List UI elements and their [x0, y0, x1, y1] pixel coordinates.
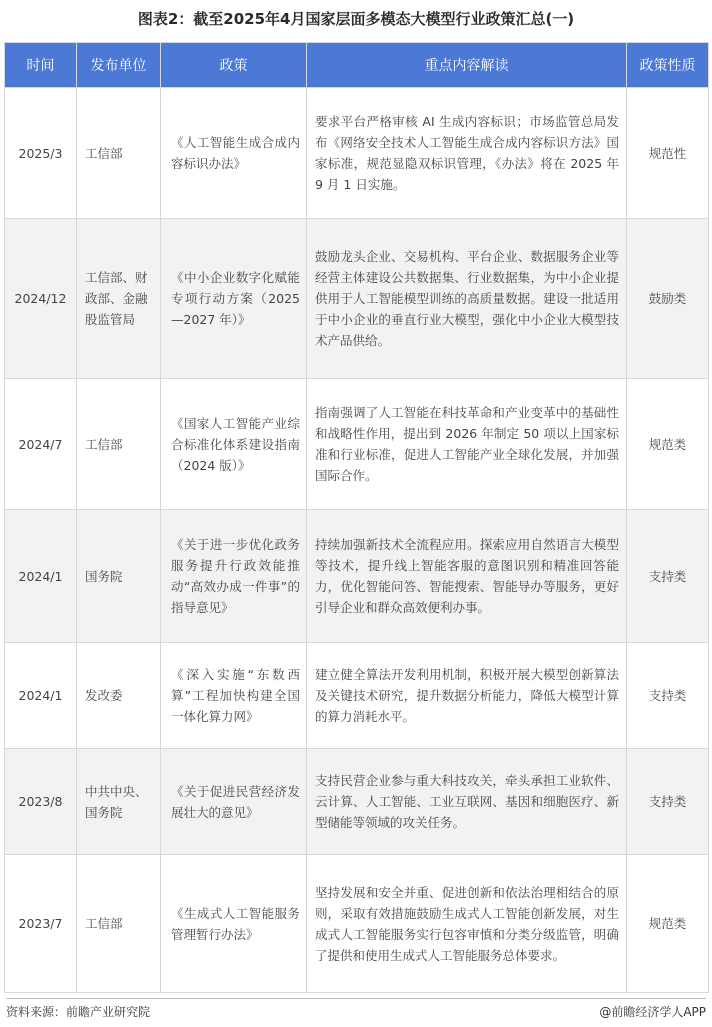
header-policy: 政策: [161, 43, 307, 88]
cell-issuer: 工信部: [77, 88, 161, 219]
cell-issuer: 发改委: [77, 643, 161, 749]
table-row: [5, 379, 709, 510]
brand-credit: @前瞻经济学人APP: [599, 1005, 706, 1019]
cell-time: 2023/8: [5, 749, 77, 855]
table-row: [5, 643, 709, 749]
table-row: [5, 219, 709, 379]
cell-issuer: 中共中央、国务院: [77, 749, 161, 855]
cell-issuer: 工信部: [77, 855, 161, 993]
cell-issuer: 工信部、财政部、金融股监管局: [77, 219, 161, 379]
cell-content: 坚持发展和安全并重、促进创新和依法治理相结合的原则，采取有效措施鼓励生成式人工智能创新发展，对生成式人工智能服务实行包容审慎和分类分级监管，明确了提供和使用生成式人工智能服务总体要求。: [307, 855, 627, 993]
cell-policy: 《国家人工智能产业综合标准化体系建设指南（2024 版）》: [161, 379, 307, 510]
table-row: [5, 855, 709, 993]
header-content: 重点内容解读: [307, 43, 627, 88]
header-nature: 政策性质: [627, 43, 709, 88]
cell-content: 建立健全算法开发利用机制，积极开展大模型创新算法及关键技术研究，提升数据分析能力，降低大模型计算的算力消耗水平。: [307, 643, 627, 749]
cell-content: 支持民营企业参与重大科技攻关，牵头承担工业软件、云计算、人工智能、工业互联网、基因和细胞医疗、新型储能等领域的攻关任务。: [307, 749, 627, 855]
table-row: [5, 749, 709, 855]
cell-policy: 《关于进一步优化政务服务提升行政效能推动“高效办成一件事”的指导意见》: [161, 510, 307, 643]
table-header-row: [5, 43, 709, 88]
source-note: 资料来源：前瞻产业研究院: [6, 1005, 151, 1019]
cell-content: 持续加强新技术全流程应用。探索应用自然语言大模型等技术，提升线上智能客服的意图识别和精准回答能力，优化智能问答、智能搜索、智能导办等服务，更好引导企业和群众高效便利办事。: [307, 510, 627, 643]
cell-time: 2024/7: [5, 379, 77, 510]
cell-policy: 《中小企业数字化赋能专项行动方案（2025—2027 年）》: [161, 219, 307, 379]
cell-time: 2024/12: [5, 219, 77, 379]
cell-nature: 鼓励类: [627, 219, 709, 379]
cell-time: 2023/7: [5, 855, 77, 993]
cell-policy: 《深入实施“东数西算”工程加快构建全国一体化算力网》: [161, 643, 307, 749]
cell-content: 鼓励龙头企业、交易机构、平台企业、数据服务企业等经营主体建设公共数据集、行业数据集，为中小企业提供用于人工智能模型训练的高质量数据。建设一批适用于中小企业的垂直行业大模型，强化中小企业大模型技术产品供给。: [307, 219, 627, 379]
cell-nature: 支持类: [627, 510, 709, 643]
cell-nature: 规范性: [627, 88, 709, 219]
cell-policy: 《关于促进民营经济发展壮大的意见》: [161, 749, 307, 855]
cell-time: 2024/1: [5, 510, 77, 643]
chart-title: 图表2：截至2025年4月国家层面多模态大模型行业政策汇总(一): [137, 10, 575, 28]
cell-time: 2025/3: [5, 88, 77, 219]
cell-nature: 支持类: [627, 643, 709, 749]
cell-time: 2024/1: [5, 643, 77, 749]
policy-table: [4, 42, 709, 993]
cell-nature: 规范类: [627, 855, 709, 993]
table-row: [5, 88, 709, 219]
cell-policy: 《生成式人工智能服务管理暂行办法》: [161, 855, 307, 993]
cell-issuer: 国务院: [77, 510, 161, 643]
header-time: 时间: [5, 43, 77, 88]
cell-nature: 规范类: [627, 379, 709, 510]
footer: [6, 998, 706, 1022]
cell-issuer: 工信部: [77, 379, 161, 510]
cell-nature: 支持类: [627, 749, 709, 855]
cell-content: 指南强调了人工智能在科技革命和产业变革中的基础性和战略性作用，提出到 2026 年制定 50 项以上国家标准和行业标准，促进人工智能产业全球化发展，并加强国际合作。: [307, 379, 627, 510]
cell-content: 要求平台严格审核 AI 生成内容标识；市场监管总局发布《网络安全技术人工智能生成合成内容标识方法》国家标准，规范显隐双标识管理，《办法》将在 2025 年 9 月 1 日实施。: [307, 88, 627, 219]
header-issuer: 发布单位: [77, 43, 161, 88]
cell-policy: 《人工智能生成合成内容标识办法》: [161, 88, 307, 219]
table-row: [5, 510, 709, 643]
